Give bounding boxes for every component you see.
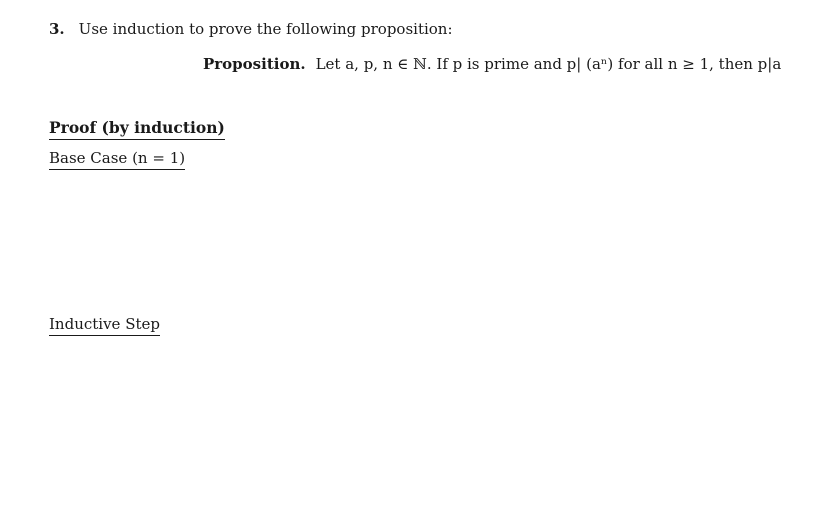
proof-heading: Proof (by induction) [49,118,225,140]
problem-prompt [49,20,453,38]
problem-number: 3. [49,20,65,38]
base-case-heading: Base Case (n = 1) [49,149,185,170]
inductive-step-heading: Inductive Step [49,315,160,336]
proposition-label: Proposition. [203,55,306,73]
proposition [203,55,781,73]
problem-instruction: Use induction to prove the following proposition: [78,20,453,38]
proposition-statement: Let a, p, n ∈ ℕ. If p is prime and p| (aⁿ) for all n ≥ 1, then p|a [315,55,782,73]
